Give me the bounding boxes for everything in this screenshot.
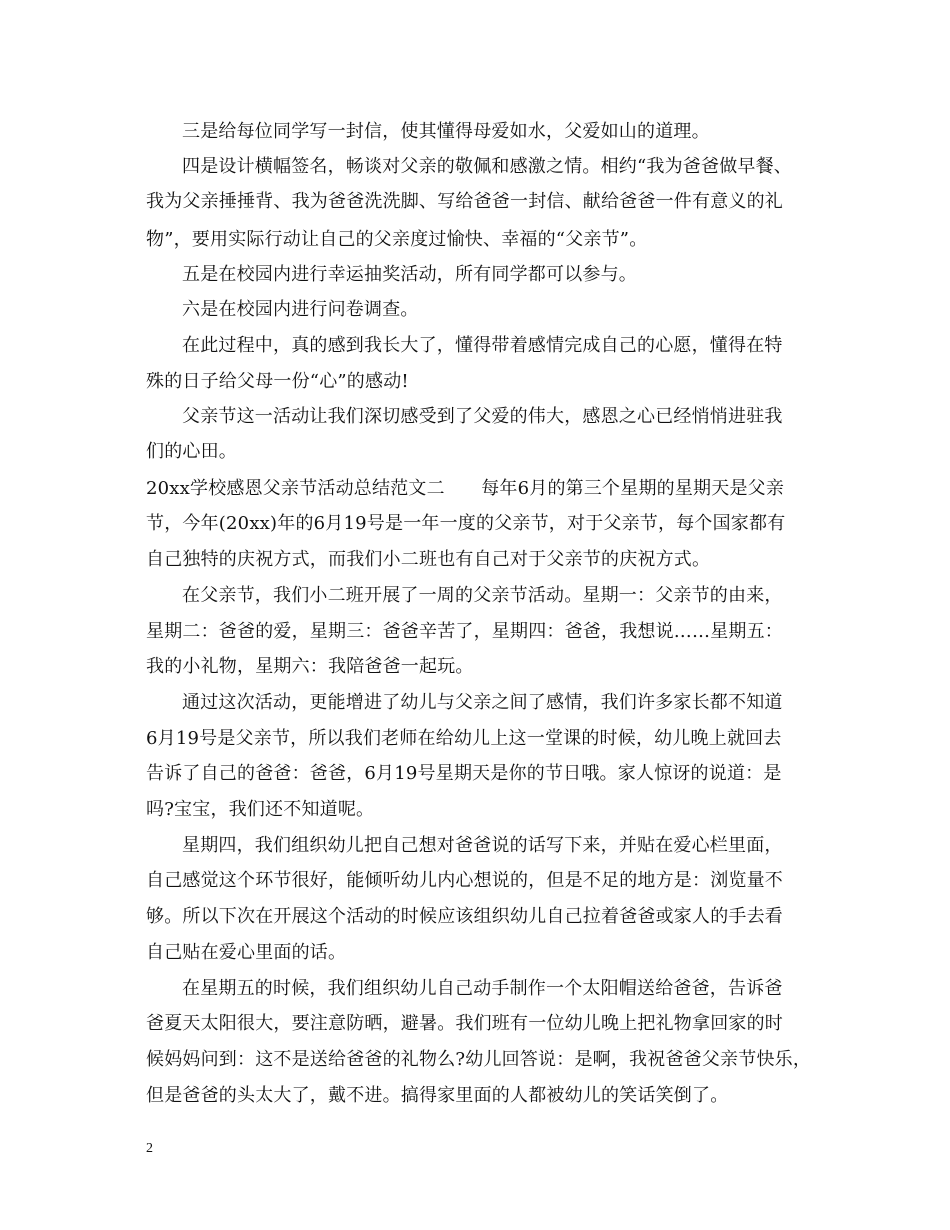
text-line: 爸夏天太阳很大，要注意防晒，避暑。我们班有一位幼儿晚上把礼物拿回家的时 — [146, 1013, 783, 1034]
text-line: 我的小礼物，星期六：我陪爸爸一起玩。 — [146, 656, 474, 677]
text-line: 星期四，我们组织幼儿把自己想对爸爸说的话写下来，并贴在爱心栏里面， — [182, 835, 783, 856]
text-line: 父亲节这一活动让我们深切感受到了父爱的伟大，感恩之心已经悄悄进驻我 — [182, 406, 783, 427]
text-line: 在星期五的时候，我们组织幼儿自己动手制作一个太阳帽送给爸爸，告诉爸 — [182, 978, 783, 999]
text-line: 候妈妈问到：这不是送给爸爸的礼物么?幼儿回答说：是啊，我祝爸爸父亲节快乐， — [146, 1049, 812, 1070]
text-line: 殊的日子给父母一份“心”的感动! — [146, 371, 409, 392]
text-line: 物”，要用实际行动让自己的父亲度过愉快、幸福的“父亲节”。 — [146, 229, 648, 250]
text-line: 们的心田。 — [146, 441, 237, 462]
text-line: 告诉了自己的爸爸：爸爸，6月19号星期天是你的节日哦。家人惊讶的说道：是 — [146, 763, 782, 784]
text-line: 自己感觉这个环节很好，能倾听幼儿内心想说的，但是不足的地方是：浏览量不 — [146, 870, 783, 891]
text-line: 星期二：爸爸的爱，星期三：爸爸辛苦了，星期四：爸爸，我想说……星期五： — [146, 621, 783, 642]
page-number: 2 — [146, 1141, 153, 1156]
text-line: 自己贴在爱心里面的话。 — [146, 942, 347, 963]
text-line: 在父亲节，我们小二班开展了一周的父亲节活动。星期一：父亲节的由来， — [182, 585, 783, 606]
text-line: 三是给每位同学写一封信，使其懂得母爱如水，父爱如山的道理。 — [182, 121, 710, 142]
text-line: 五是在校园内进行幸运抽奖活动，所有同学都可以参与。 — [182, 264, 637, 285]
text-line: 我为父亲捶捶背、我为爸爸洗洗脚、写给爸爸一封信、献给爸爸一件有意义的礼 — [146, 191, 783, 212]
text-line: 6月19号是父亲节，所以我们老师在给幼儿上这一堂课的时候，幼儿晚上就回去 — [146, 728, 782, 749]
text-line: 自己独特的庆祝方式，而我们小二班也有自己对于父亲节的庆祝方式。 — [146, 549, 711, 570]
section-heading-line: 20xx学校感恩父亲节活动总结范文二 每年6月的第三个星期的星期天是父亲 — [146, 478, 785, 499]
text-line: 但是爸爸的头太大了，戴不进。搞得家里面的人都被幼儿的笑话笑倒了。 — [146, 1085, 729, 1106]
text-line: 在此过程中，真的感到我长大了，懂得带着感情完成自己的心愿，懂得在特 — [182, 335, 783, 356]
text-line: 节，今年(20xx)年的6月19号是一年一度的父亲节，对于父亲节，每个国家都有 — [146, 513, 786, 534]
text-line: 吗?宝宝，我们还不知道呢。 — [146, 799, 375, 820]
text-line: 四是设计横幅签名，畅谈对父亲的敬佩和感激之情。相约“我为爸爸做早餐、 — [182, 156, 792, 177]
text-line: 够。所以下次在开展这个活动的时候应该组织幼儿自己拉着爸爸或家人的手去看 — [146, 906, 783, 927]
text-line: 六是在校园内进行问卷调查。 — [182, 299, 419, 320]
text-line: 通过这次活动，更能增进了幼儿与父亲之间了感情，我们许多家长都不知道 — [182, 692, 783, 713]
